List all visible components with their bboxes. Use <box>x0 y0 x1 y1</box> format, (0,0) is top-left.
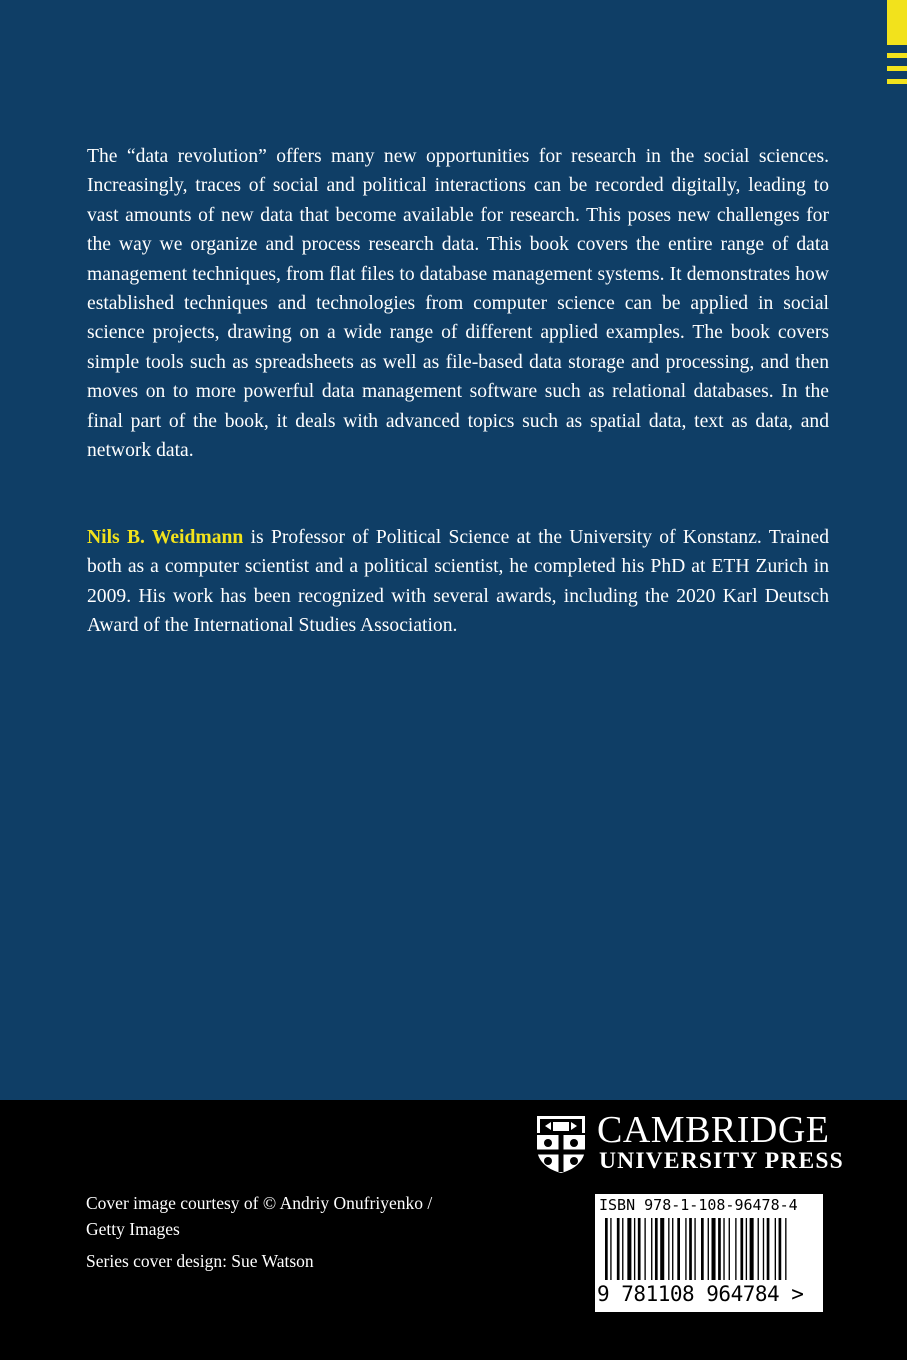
publisher-subname: UNIVERSITY PRESS <box>599 1148 844 1174</box>
cover-image-credit-line2: Getty Images <box>86 1219 180 1239</box>
isbn-barcode-box <box>595 1194 823 1312</box>
barcode-icon <box>605 1218 803 1280</box>
author-bio <box>87 523 829 641</box>
book-description: The “data revolution” offers many new opportunities for research in the social sciences. Increasingly, traces of social and political interactions can be recorded digitally, leading to vast amounts of new data that become available for research. This poses new challenges for the way we organize and process research data. This book covers the entire range of data management techniques, from flat files to database management systems. It demonstrates how established techniques and technologies from computer science can be applied in social science projects, drawing on a wide range of different applied examples. The book covers simple tools such as spreadsheets as well as file-based data storage and processing, and then moves on to more powerful data management software such as relational databases. In the final part of the book, it deals with advanced topics such as spatial data, text as data, and network data. <box>87 146 829 462</box>
crest-icon <box>535 1114 587 1174</box>
publisher-logo <box>535 1109 844 1176</box>
credits <box>86 1190 506 1274</box>
isbn-label: ISBN 978-1-108-96478-4 <box>599 1196 798 1214</box>
author-bio-text: is Professor of Political Science at the University of Konstanz. Trained both as a computer scientist and a political scientist, he completed his PhD at ETH Zurich in 2009. His work has been recognized with several awards, including the 2020 Karl Deutsch Award of the International Studies Association. <box>87 527 829 637</box>
publisher-name: CAMBRIDGE <box>597 1109 830 1151</box>
author-name: Nils B. Weidmann <box>87 527 244 548</box>
series-accent-bars <box>887 0 907 100</box>
series-design-credit: Series cover design: Sue Watson <box>86 1251 314 1271</box>
cover-image-credit-line1: Cover image courtesy of © Andriy Onufriyenko / <box>86 1193 433 1213</box>
ean-number: 9 781108 964784 > <box>597 1282 804 1306</box>
